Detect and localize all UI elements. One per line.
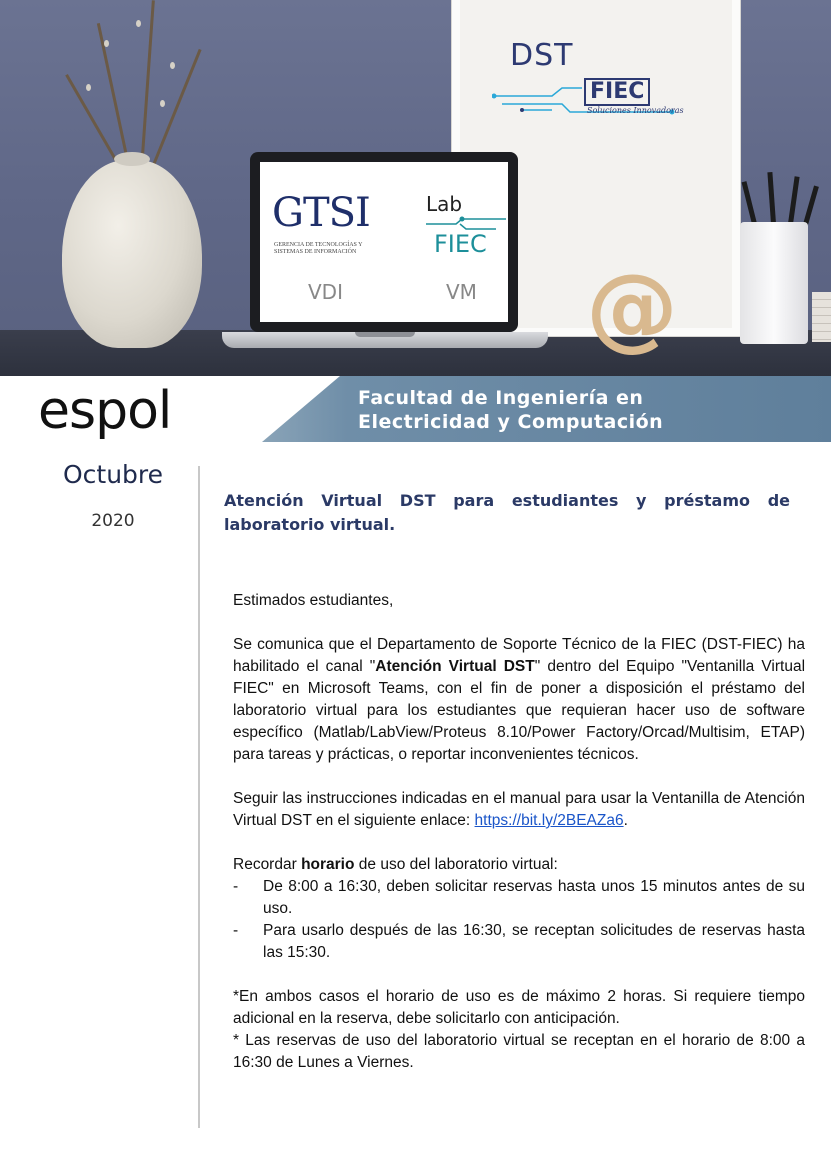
list-item bbox=[233, 876, 805, 920]
dst-fiec-logo bbox=[492, 28, 692, 128]
issue-year: 2020 bbox=[91, 511, 135, 531]
list-dash: - bbox=[233, 922, 239, 939]
branch bbox=[97, 23, 131, 170]
paragraph-1 bbox=[233, 634, 805, 766]
vertical-divider bbox=[198, 466, 200, 1128]
vm-label: VM bbox=[446, 280, 477, 304]
pencil-cup bbox=[740, 222, 808, 344]
paragraph-2 bbox=[233, 788, 805, 832]
banner-photo bbox=[0, 0, 831, 376]
lab-logo-text: Lab bbox=[426, 192, 463, 216]
list-item bbox=[233, 920, 805, 964]
faculty-line-2: Electricidad y Computación bbox=[358, 411, 664, 433]
bud bbox=[86, 84, 91, 91]
branch bbox=[140, 0, 155, 170]
laptop-notch bbox=[355, 332, 415, 337]
article-title: Atención Virtual DST para estudiantes y préstamo de laboratorio virtual. bbox=[224, 491, 790, 534]
espol-logo: espol bbox=[38, 381, 172, 441]
article-body bbox=[233, 590, 805, 1074]
faculty-name bbox=[358, 386, 663, 434]
laptop-screen bbox=[250, 152, 518, 332]
bud bbox=[104, 40, 109, 47]
gtsi-logo: GTSI bbox=[272, 190, 370, 236]
schedule-word: horario bbox=[301, 856, 355, 873]
bud bbox=[160, 100, 165, 107]
issue-month: Octubre bbox=[62, 460, 164, 489]
paragraph-3 bbox=[233, 854, 805, 876]
lab-fiec-logo: FIEC bbox=[434, 230, 487, 258]
dst-logo-text: DST bbox=[510, 38, 574, 73]
note-2: * Las reservas de uso del laboratorio virtual se receptan en el horario de 8:00 a 16:30 de Lunes a Viernes. bbox=[233, 1032, 805, 1071]
paragraph-2-text: Seguir las instrucciones indicadas en el manual para usar la Ventanilla de Atención Virtual DST en el siguiente enlace: bbox=[233, 790, 805, 829]
paragraph-1-text-b: " dentro del Equipo "Ventanilla Virtual FIEC" en Microsoft Teams, con el fin de poner a disposición el préstamo del laboratorio virtual para los estudiantes que requieran hacer uso de software específico (Matlab/LabView/Proteus 8.10/Power Factory/Orcad/Multisim, ETAP) para tareas y prácticas, o reportar inconvenientes técnicos. bbox=[233, 658, 806, 763]
bud bbox=[170, 62, 175, 69]
paragraph-3-text-a: Recordar bbox=[233, 856, 302, 873]
paragraph-2-end: . bbox=[623, 812, 628, 829]
branch bbox=[150, 49, 201, 171]
books bbox=[812, 292, 831, 342]
at-sign-decoration: @ bbox=[586, 254, 678, 361]
vase bbox=[62, 160, 202, 348]
greeting: Estimados estudiantes, bbox=[233, 592, 394, 609]
list-item-text: De 8:00 a 16:30, deben solicitar reservas hasta unos 15 minutos antes de su uso. bbox=[263, 878, 805, 917]
channel-name: Atención Virtual DST bbox=[375, 658, 535, 675]
note-1: *En ambos casos el horario de uso es de máximo 2 horas. Si requiere tiempo adicional en la reserva, debe solicitarlo con anticipación. bbox=[233, 988, 805, 1027]
list-item-text: Para usarlo después de las 16:30, se receptan solicitudes de reservas hasta las 15:30. bbox=[263, 922, 805, 961]
list-dash: - bbox=[233, 878, 239, 895]
paragraph-1-text-a: Se comunica que el Departamento de Soporte Técnico de la FIEC (DST-FIEC) ha habilitado el canal " bbox=[233, 636, 805, 675]
paragraph-3-text-b: de uso del laboratorio virtual: bbox=[354, 856, 558, 873]
laptop-display bbox=[260, 162, 508, 322]
logo-tagline: Soluciones Innovadoras bbox=[587, 106, 684, 115]
gtsi-subtitle: GERENCIA DE TECNOLOGÍAS Y SISTEMAS DE INFORMACIÓN bbox=[274, 242, 363, 255]
vdi-label: VDI bbox=[308, 280, 343, 304]
fiec-logo-text: FIEC bbox=[584, 78, 650, 106]
bud bbox=[136, 20, 141, 27]
faculty-line-1: Facultad de Ingeniería en bbox=[358, 387, 644, 409]
manual-link[interactable]: https://bit.ly/2BEAZa6 bbox=[474, 812, 624, 829]
